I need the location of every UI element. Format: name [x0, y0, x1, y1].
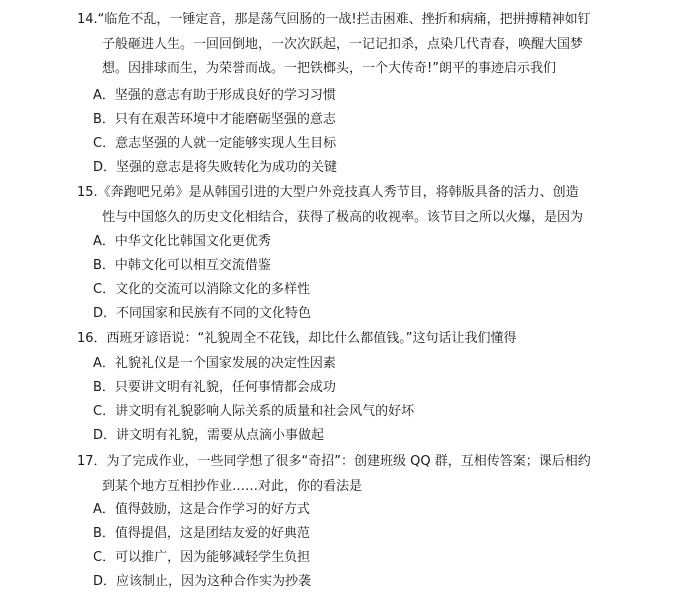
- question-14-line-2: 子般砸进人生。一回回倒地，一次次跃起，一记记扣杀，点染几代青春，唤醒大国梦: [102, 36, 584, 52]
- question-16-option-c: C．讲文明有礼貌影响人际关系的质量和社会风气的好坏: [93, 404, 415, 419]
- question-17-option-a: A．值得鼓励，这是合作学习的好方式: [93, 502, 310, 517]
- question-17-line-1: 17．为了完成作业，一些同学想了很多“奇招”：创建班级 QQ 群，互相传答案；课后相约: [77, 454, 591, 469]
- question-16-option-a: A．礼貌礼仪是一个国家发展的决定性因素: [93, 356, 336, 371]
- question-14-option-a: A．坚强的意志有助于形成良好的学习习惯: [93, 88, 336, 103]
- question-15-option-c: C．文化的交流可以消除文化的多样性: [93, 282, 311, 297]
- question-15-line-1: 15.《奔跑吧兄弟》是从韩国引进的大型户外竞技真人秀节目，将韩版具备的活力、创造: [77, 185, 579, 200]
- question-15-stem: [77, 181, 637, 230]
- question-15-option-d: D．不同国家和民族有不同的文化特色: [93, 306, 312, 321]
- question-14-line-1: 14.“临危不乱，一锤定音，那是荡气回肠的一战!拦击困难、挫折和病痛，把拼搏精神如钉: [77, 12, 591, 27]
- question-15-line-2: 性与中国悠久的历史文化相结合，获得了极高的收视率。该节目之所以火爆，是因为: [102, 209, 584, 225]
- question-16-option-b: B．只要讲文明有礼貌，任何事情都会成功: [93, 380, 336, 395]
- question-17-option-d: D．应该制止，因为这种合作实为抄袭: [93, 574, 312, 589]
- question-16-option-d: D．讲文明有礼貌，需要从点滴小事做起: [93, 428, 325, 443]
- question-16-stem: [77, 327, 637, 352]
- question-15-option-b: B．中韩文化可以相互交流借鉴: [93, 258, 271, 273]
- question-17-stem: [77, 450, 637, 499]
- question-14-stem: [77, 8, 637, 82]
- question-14-option-b: B．只有在艰苦环境中才能磨砺坚强的意志: [93, 112, 336, 127]
- question-14-line-3: 想。因排球而生，为荣誉而战。一把铁榔头，一个大传奇!”朗平的事迹启示我们: [102, 61, 556, 76]
- question-16-line-1: 16．西班牙谚语说：“礼貌周全不花钱，却比什么都值钱。”这句话让我们懂得: [77, 331, 517, 346]
- question-14-option-d: D．坚强的意志是将失败转化为成功的关键: [93, 160, 338, 175]
- question-17-line-2: 到某个地方互相抄作业……对此，你的看法是: [102, 478, 363, 494]
- question-15-option-a: A．中华文化比韩国文化更优秀: [93, 234, 271, 249]
- question-17-option-b: B．值得提倡，这是团结友爱的好典范: [93, 526, 310, 541]
- question-17-option-c: C．可以推广，因为能够减轻学生负担: [93, 550, 311, 565]
- question-14-option-c: C．意志坚强的人就一定能够实现人生目标: [93, 136, 337, 151]
